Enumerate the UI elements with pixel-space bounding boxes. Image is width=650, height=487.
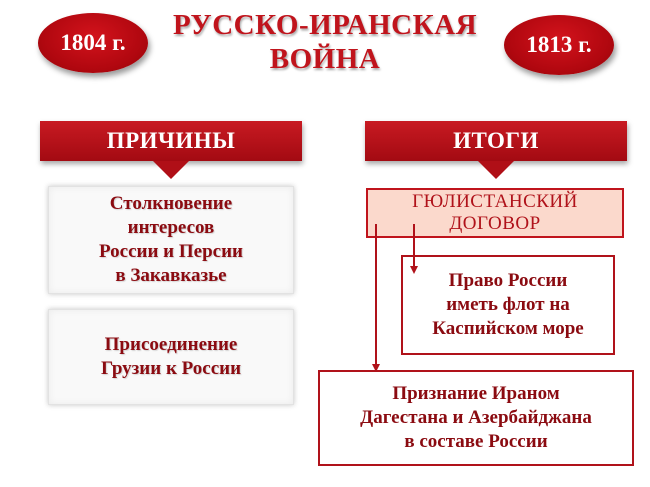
result-line: Право России [448,270,568,291]
cause-line: интересов [127,217,215,238]
result-line: Дагестана и Азербайджана [360,407,592,428]
result-line: Признание Ираном [392,383,560,404]
result-line: иметь флот на [446,294,570,315]
cause-line: в Закавказье [115,265,227,286]
treaty-line: ДОГОВОР [449,213,541,234]
cause-line: России и Персии [99,241,243,262]
results-header-label: ИТОГИ [453,128,539,153]
result-line: Каспийском море [432,318,584,339]
start-year-label: 1804 г. [60,30,126,55]
title-line-1: РУССКО-ИРАНСКАЯ [172,9,478,41]
treaty-line: ГЮЛИСТАНСКИЙ [412,191,578,212]
result-line: в составе России [404,431,548,452]
end-year-label: 1813 г. [526,32,592,57]
cause-line: Присоединение [104,334,238,355]
cause-line: Грузии к России [100,358,242,379]
causes-header-label: ПРИЧИНЫ [106,128,236,153]
cause-line: Столкновение [109,193,233,214]
title-line-2: ВОЙНА [269,43,381,75]
